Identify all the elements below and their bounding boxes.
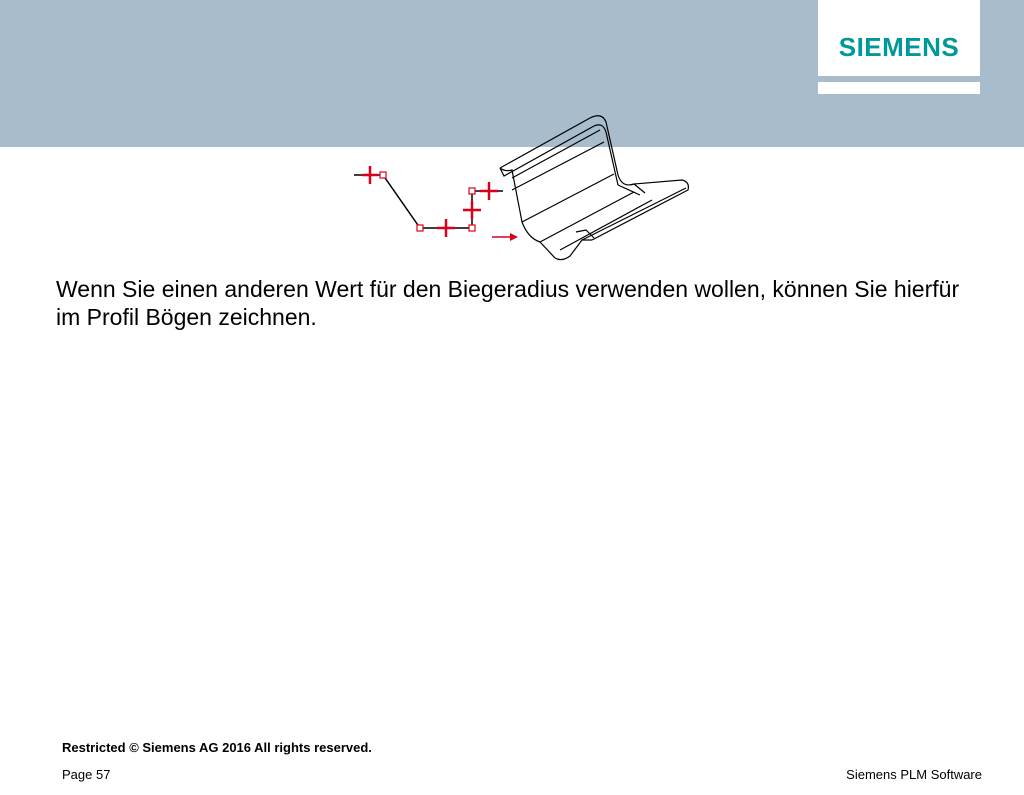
siemens-logo — [818, 0, 980, 76]
footer-page-number: Page 57 — [62, 767, 111, 782]
main-paragraph: Wenn Sie einen anderen Wert für den Biegeradius verwenden wollen, können Sie hierfür im Profil Bögen zeichnen. — [56, 276, 960, 330]
footer-copyright: Restricted © Siemens AG 2016 All rights reserved. — [62, 740, 372, 755]
footer-brand: Siemens PLM Software — [846, 767, 982, 782]
logo-text: SIEMENS — [838, 32, 960, 62]
profile-sketch — [354, 166, 518, 241]
sheet-metal-part — [500, 116, 688, 260]
logo-underline-strip — [818, 82, 980, 94]
bend-radius-illustration — [340, 110, 700, 270]
